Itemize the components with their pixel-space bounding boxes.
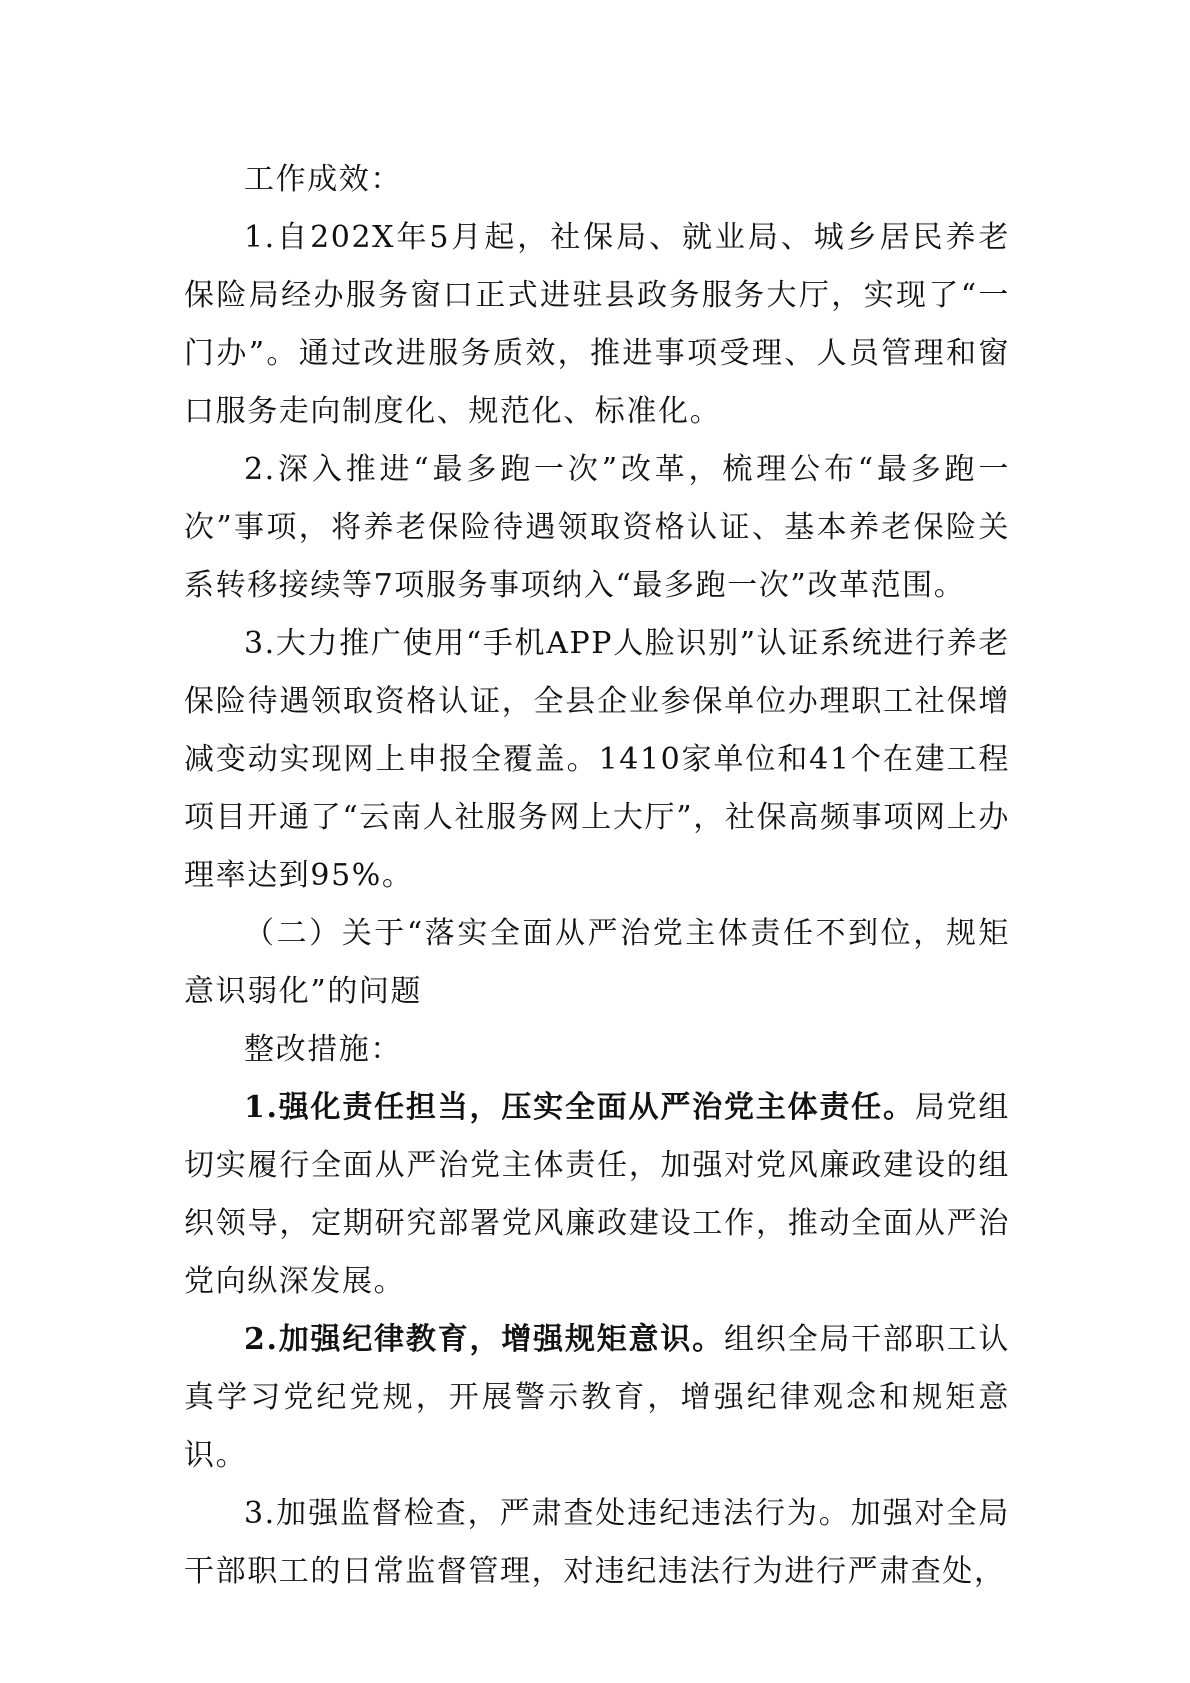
paragraph-text: 整改措施： xyxy=(244,1032,402,1067)
paragraph-text: 3.大力推广使用“手机APP人脸识别”认证系统进行养老保险待遇领取资格认证，全县企业参保单位办理职工社保增减变动实现网上申报全覆盖。1410家单位和41个在建工程项目开通了“云南人社服务网上大厅”，社保高频事项网上办理率达到95%。 xyxy=(184,626,1010,893)
paragraph-measure-3 xyxy=(184,1485,1010,1601)
paragraph-text: 3.加强监督检查，严肃查处违纪违法行为。加强对全局干部职工的日常监督管理，对违纪违法行为进行严肃查处， xyxy=(184,1496,1010,1589)
paragraph-result-1 xyxy=(184,209,1010,441)
paragraph-result-3 xyxy=(184,615,1010,905)
paragraph-text: （二）关于“落实全面从严治党主体责任不到位，规矩意识弱化”的问题 xyxy=(184,916,1010,1009)
paragraph-text: 1.自202X年5月起，社保局、就业局、城乡居民养老保险局经办服务窗口正式进驻县政务服务大厅，实现了“一门办”。通过改进服务质效，推进事项受理、人员管理和窗口服务走向制度化、规范化、标准化。 xyxy=(184,220,1010,429)
paragraph-text: 组织全局干部职工认真学习党纪党规，开展警示教育，增强纪律观念和规矩意识。 xyxy=(184,1322,1010,1473)
paragraph-text: 2.深入推进“最多跑一次”改革，梳理公布“最多跑一次”事项，将养老保险待遇领取资格认证、基本养老保险关系转移接续等7项服务事项纳入“最多跑一次”改革范围。 xyxy=(184,452,1010,603)
paragraph-text: 工作成效： xyxy=(244,162,402,197)
paragraph-measures-heading xyxy=(184,1021,1010,1079)
paragraph-lead-bold: 2.加强纪律教育，增强规矩意识。 xyxy=(244,1322,724,1357)
paragraph-measure-2 xyxy=(184,1311,1010,1485)
paragraph-text: 局党组切实履行全面从严治党主体责任，加强对党风廉政建设的组织领导，定期研究部署党风廉政建设工作，推动全面从严治党向纵深发展。 xyxy=(184,1090,1010,1299)
paragraph-lead-bold: 1.强化责任担当，压实全面从严治党主体责任。 xyxy=(244,1090,915,1125)
paragraph-work-results-heading xyxy=(184,151,1010,209)
paragraph-result-2 xyxy=(184,441,1010,615)
paragraph-measure-1 xyxy=(184,1079,1010,1311)
section-heading-2 xyxy=(184,905,1010,1021)
